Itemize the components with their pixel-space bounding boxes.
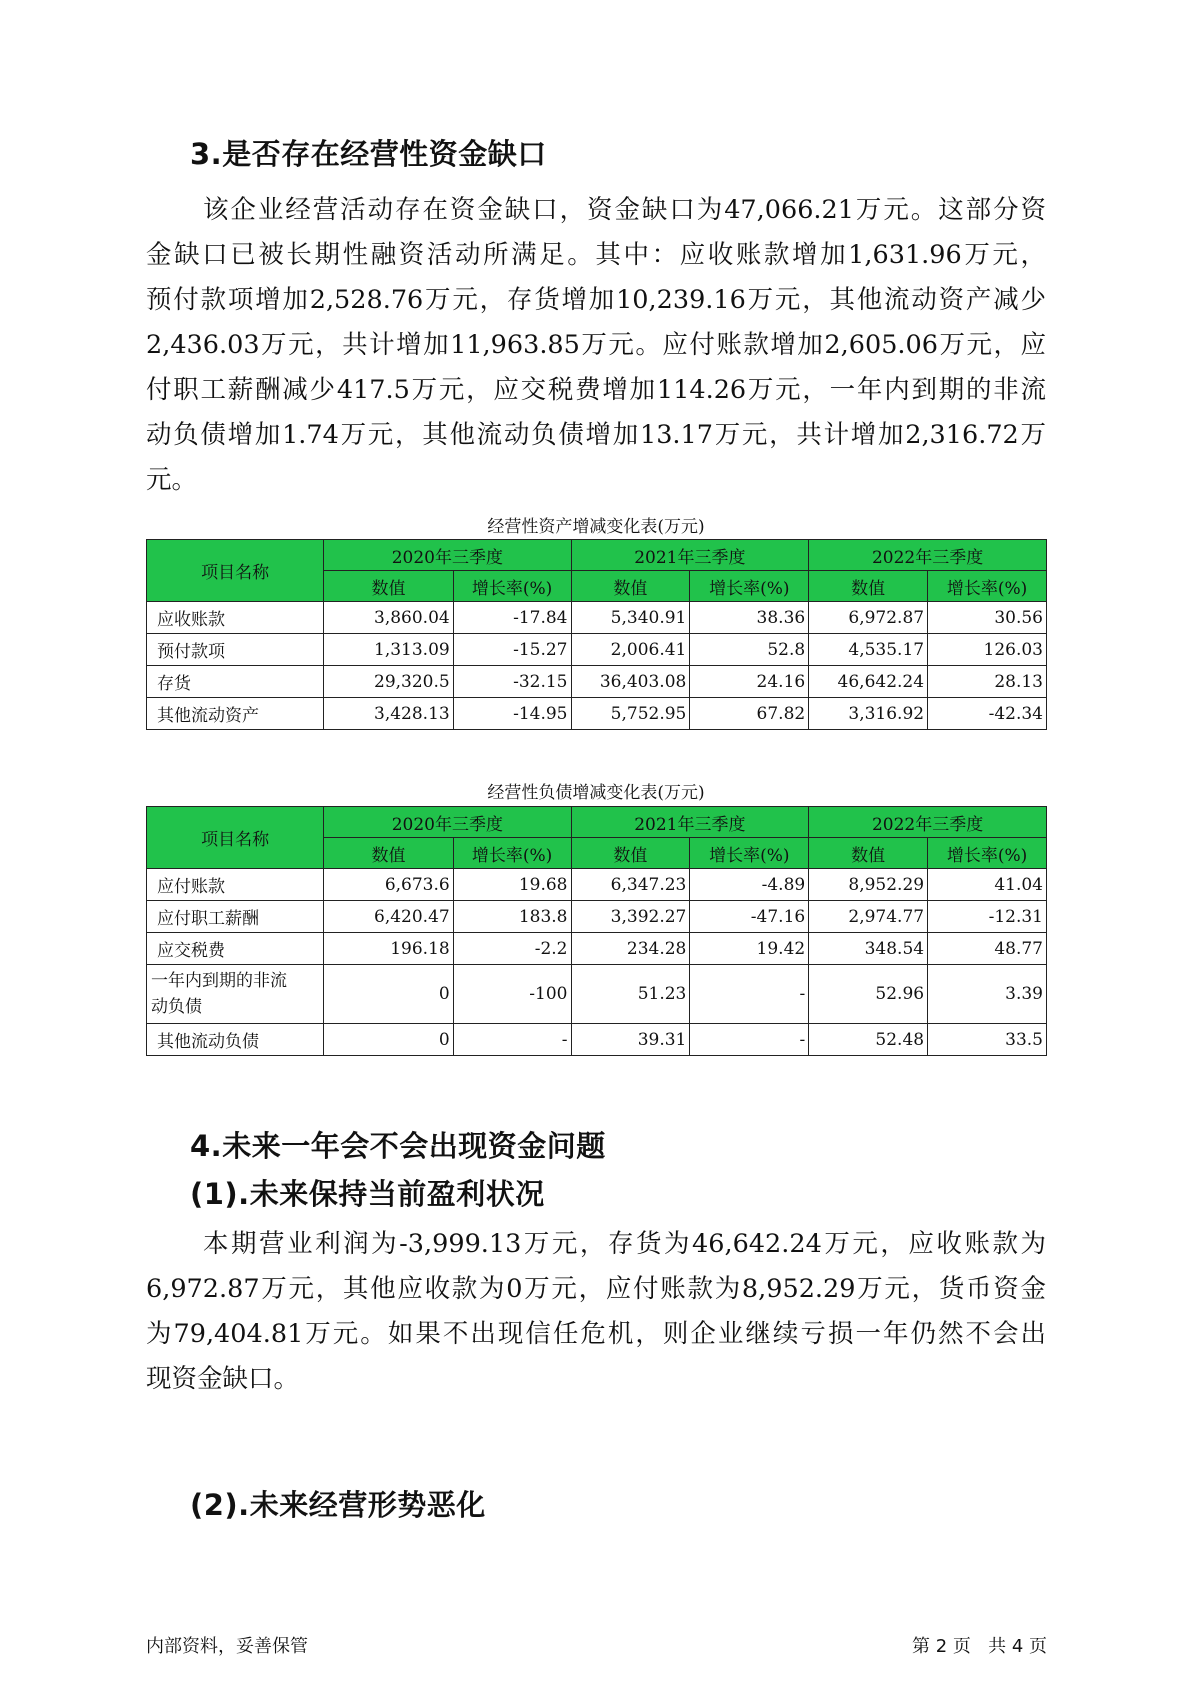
- cell-rate: 48.77: [928, 933, 1047, 965]
- cell-rate: -12.31: [928, 901, 1047, 933]
- value-header: 数值: [324, 571, 453, 602]
- table-row: [147, 933, 1047, 965]
- item-name-header: 项目名称: [147, 540, 324, 602]
- subsection-2-heading: (2).未来经营形势恶化: [190, 1488, 486, 1522]
- cell-value: 5,340.91: [571, 602, 690, 634]
- paragraph-line: 该企业经营活动存在资金缺口，资金缺口为47,066.21万元。这部分资: [203, 195, 1046, 225]
- period-header: 2020年三季度: [324, 807, 571, 838]
- cell-value: 52.48: [809, 1024, 928, 1056]
- period-header: 2022年三季度: [809, 807, 1047, 838]
- row-name-line: 一年内到期的非流: [151, 971, 287, 991]
- cell-value: 2,974.77: [809, 901, 928, 933]
- cell-value: 46,642.24: [809, 666, 928, 698]
- cell-rate: -15.27: [453, 634, 571, 666]
- paragraph-line: 动负债增加1.74万元，其他流动负债增加13.17万元，共计增加2,316.72万: [146, 420, 1046, 450]
- period-header: 2020年三季度: [324, 540, 571, 571]
- cell-rate: 38.36: [690, 602, 809, 634]
- cell-rate: -32.15: [453, 666, 571, 698]
- paragraph-line: 现资金缺口。: [146, 1364, 300, 1394]
- cell-rate: -47.16: [690, 901, 809, 933]
- row-name-line: 动负债: [151, 997, 202, 1017]
- row-name: 预付款项: [147, 634, 324, 666]
- cell-value: 5,752.95: [571, 698, 690, 730]
- paragraph-line: 预付款项增加2,528.76万元，存货增加10,239.16万元，其他流动资产减少: [146, 285, 1046, 315]
- cell-value: 39.31: [571, 1024, 690, 1056]
- period-header: 2021年三季度: [571, 807, 809, 838]
- cell-value: 348.54: [809, 933, 928, 965]
- cell-value: 36,403.08: [571, 666, 690, 698]
- period-header: 2022年三季度: [809, 540, 1047, 571]
- rate-header: 增长率(%): [453, 838, 571, 869]
- cell-rate: -100: [453, 965, 571, 1024]
- cell-rate: 3.39: [928, 965, 1047, 1024]
- row-name: 其他流动资产: [147, 698, 324, 730]
- cell-value: 6,673.6: [324, 869, 453, 901]
- cell-value: 51.23: [571, 965, 690, 1024]
- cell-rate: -4.89: [690, 869, 809, 901]
- footer-page-number: 第 2 页 共 4 页: [912, 1636, 1047, 1657]
- section-4-heading: 4.未来一年会不会出现资金问题: [190, 1129, 606, 1163]
- cell-rate: -: [453, 1024, 571, 1056]
- value-header: 数值: [809, 571, 928, 602]
- cell-value: 6,420.47: [324, 901, 453, 933]
- cell-value: 6,972.87: [809, 602, 928, 634]
- cell-value: 8,952.29: [809, 869, 928, 901]
- paragraph-line: 元。: [146, 465, 198, 495]
- paragraph-line: 2,436.03万元，共计增加11,963.85万元。应付账款增加2,605.06万元，应: [146, 330, 1046, 360]
- rate-header: 增长率(%): [928, 571, 1047, 602]
- paragraph-line: 6,972.87万元，其他应收款为0万元，应付账款为8,952.29万元，货币资金: [146, 1274, 1046, 1304]
- cell-value: 0: [324, 1024, 453, 1056]
- cell-value: 0: [324, 965, 453, 1024]
- cell-rate: 126.03: [928, 634, 1047, 666]
- cell-rate: 41.04: [928, 869, 1047, 901]
- row-name: 应付账款: [147, 869, 324, 901]
- cell-rate: -2.2: [453, 933, 571, 965]
- footer-confidential-note: 内部资料，妥善保管: [146, 1636, 308, 1657]
- paragraph-line: 本期营业利润为-3,999.13万元，存货为46,642.24万元，应收账款为: [203, 1229, 1046, 1259]
- cell-value: 4,535.17: [809, 634, 928, 666]
- cell-rate: -: [690, 965, 809, 1024]
- cell-value: 3,316.92: [809, 698, 928, 730]
- cell-rate: 67.82: [690, 698, 809, 730]
- cell-value: 29,320.5: [324, 666, 453, 698]
- cell-value: 3,860.04: [324, 602, 453, 634]
- cell-rate: 183.8: [453, 901, 571, 933]
- cell-rate: -17.84: [453, 602, 571, 634]
- subsection-1-heading: (1).未来保持当前盈利状况: [190, 1177, 545, 1211]
- cell-rate: 30.56: [928, 602, 1047, 634]
- cell-rate: -42.34: [928, 698, 1047, 730]
- row-name: 应收账款: [147, 602, 324, 634]
- paragraph-line: 金缺口已被长期性融资活动所满足。其中：应收账款增加1,631.96万元，: [146, 240, 1046, 270]
- value-header: 数值: [571, 571, 690, 602]
- cell-rate: 33.5: [928, 1024, 1047, 1056]
- row-name: 应交税费: [147, 933, 324, 965]
- liability-table-caption: 经营性负债增减变化表(万元): [487, 783, 705, 803]
- table-row: [147, 901, 1047, 933]
- table-row: [147, 869, 1047, 901]
- paragraph-line: 付职工薪酬减少417.5万元，应交税费增加114.26万元，一年内到期的非流: [146, 375, 1046, 405]
- cell-value: 3,428.13: [324, 698, 453, 730]
- cell-rate: 28.13: [928, 666, 1047, 698]
- cell-value: 196.18: [324, 933, 453, 965]
- rate-header: 增长率(%): [690, 571, 809, 602]
- row-name: 其他流动负债: [147, 1024, 324, 1056]
- cell-rate: -14.95: [453, 698, 571, 730]
- table-row: [147, 602, 1047, 634]
- cell-rate: 52.8: [690, 634, 809, 666]
- cell-value: 2,006.41: [571, 634, 690, 666]
- subsection-1-paragraph: [146, 1222, 1046, 1402]
- rate-header: 增长率(%): [928, 838, 1047, 869]
- liability-change-table: [146, 806, 1047, 1056]
- cell-rate: 19.68: [453, 869, 571, 901]
- cell-value: 6,347.23: [571, 869, 690, 901]
- table-row: [147, 965, 1047, 1024]
- rate-header: 增长率(%): [690, 838, 809, 869]
- value-header: 数值: [571, 838, 690, 869]
- cell-rate: 24.16: [690, 666, 809, 698]
- rate-header: 增长率(%): [453, 571, 571, 602]
- cell-rate: 19.42: [690, 933, 809, 965]
- cell-value: 3,392.27: [571, 901, 690, 933]
- asset-change-table: [146, 539, 1047, 730]
- asset-table-caption: 经营性资产增减变化表(万元): [487, 517, 705, 537]
- table-row: [147, 666, 1047, 698]
- value-header: 数值: [324, 838, 453, 869]
- row-name: 存货: [147, 666, 324, 698]
- table-row: [147, 1024, 1047, 1056]
- section-3-paragraph: [146, 188, 1046, 503]
- period-header: 2021年三季度: [571, 540, 809, 571]
- table-row: [147, 698, 1047, 730]
- section-3-heading: 3.是否存在经营性资金缺口: [190, 137, 547, 171]
- item-name-header: 项目名称: [147, 807, 324, 869]
- row-name: 应付职工薪酬: [147, 901, 324, 933]
- value-header: 数值: [809, 838, 928, 869]
- row-name: [147, 965, 324, 1024]
- paragraph-line: 为79,404.81万元。如果不出现信任危机，则企业继续亏损一年仍然不会出: [146, 1319, 1046, 1349]
- cell-value: 1,313.09: [324, 634, 453, 666]
- cell-value: 52.96: [809, 965, 928, 1024]
- cell-rate: -: [690, 1024, 809, 1056]
- cell-value: 234.28: [571, 933, 690, 965]
- table-row: [147, 634, 1047, 666]
